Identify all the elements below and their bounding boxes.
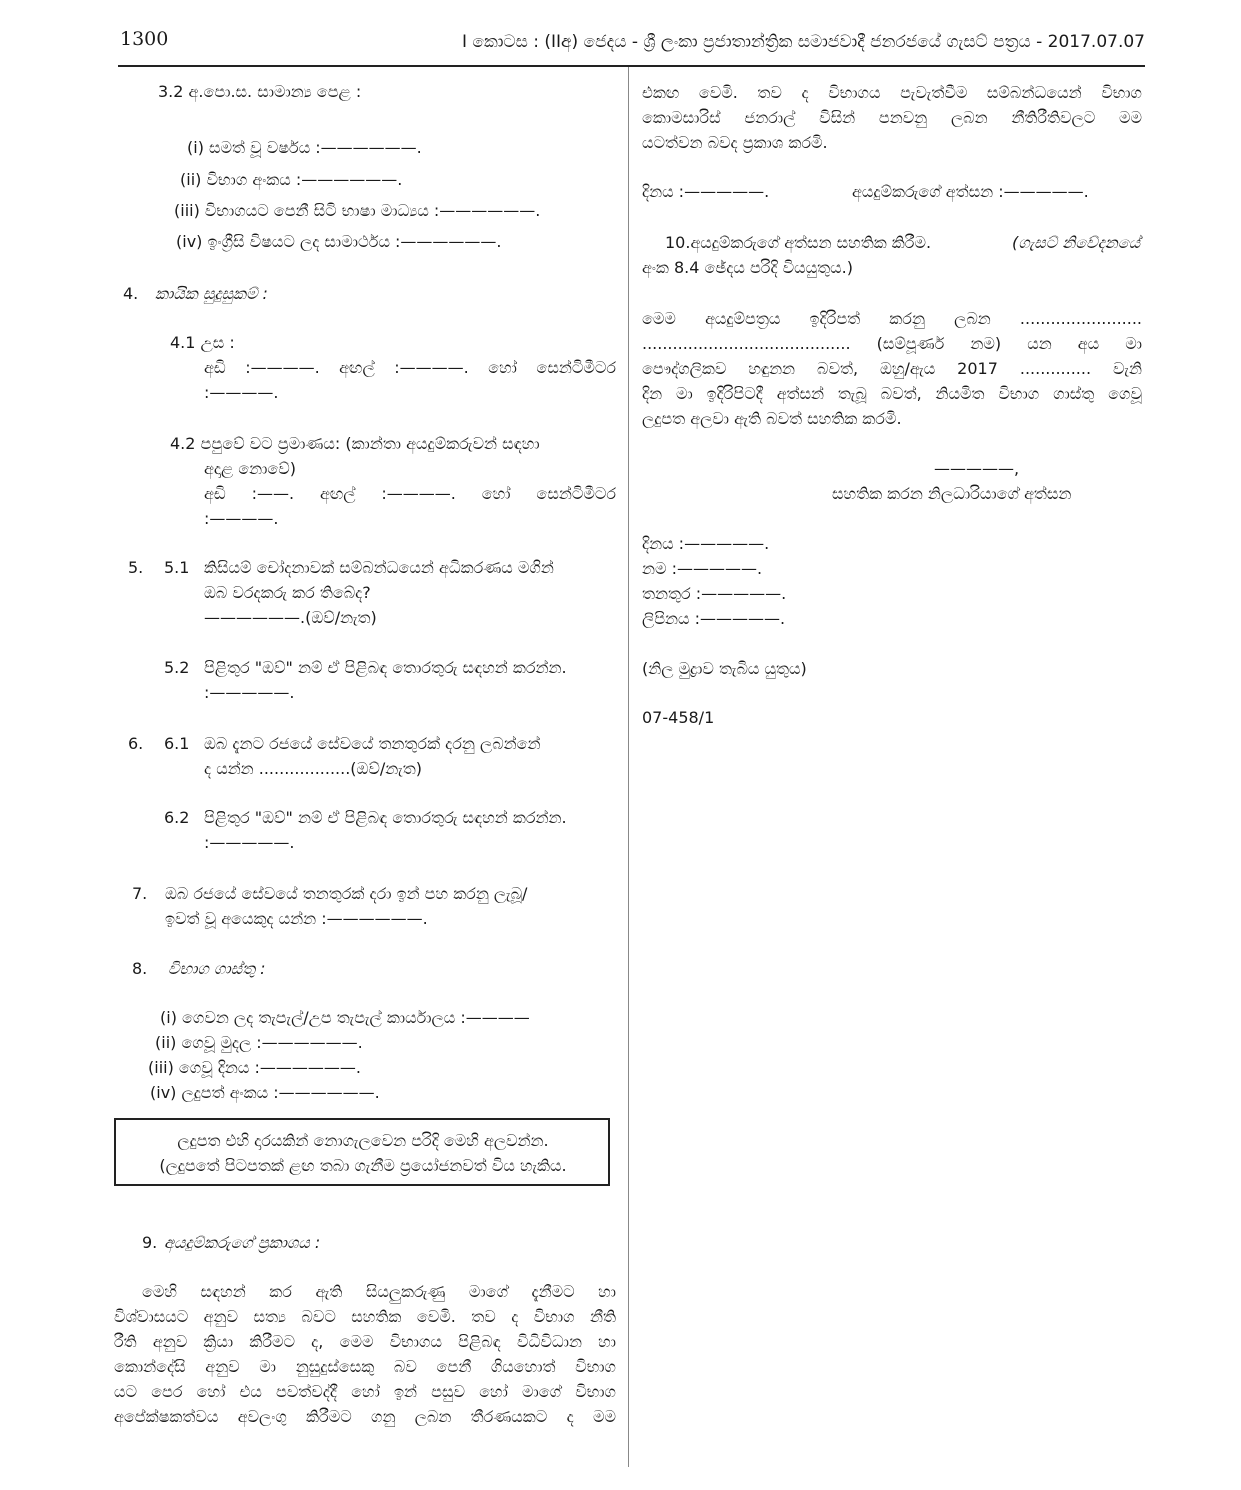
section-10-note-line2: අංක 8.4 ඡේදය පරිදි වියයුතුය.) bbox=[642, 258, 853, 277]
certifier-date-field: දිනය :—————. bbox=[642, 534, 770, 553]
item-6-2-number: 6.2 bbox=[164, 808, 190, 827]
item-6-2-line2: :—————. bbox=[204, 833, 295, 852]
certification-line-4: දින මා ඉදිරිපිටදී අත්සන් තැබූ බවත්, නියමිත විභාග ගාස්තු ගෙවූ bbox=[642, 384, 1142, 403]
item-6-1-line2: ද යන්න ..................(ඔව්/නැත) bbox=[204, 759, 422, 778]
certification-line-3: පෞද්ගලිකව හඳුනන බවත්, ඔහු/ඇය 2017 .............. වැනි bbox=[642, 359, 1142, 378]
item-6-1-number: 6.1 bbox=[164, 734, 190, 753]
item-4-1-line1: අඩි :————. අඟල් :————. හෝ සෙන්ටිමීටර bbox=[204, 358, 616, 377]
item-4-2-line3: :————. bbox=[204, 509, 279, 528]
section-10-heading: 10.අයදුම්කරුගේ අත්සන සහතික කිරීම. bbox=[665, 233, 932, 252]
item-4-2-line2: අඩි :——. අඟල් :————. හෝ සෙන්ටිමීටර bbox=[204, 484, 616, 503]
section-8-number: 8. bbox=[132, 959, 148, 978]
item-3-2-iii: (iii) විභාගයට පෙනී සිටි භාෂා මාධ්‍යය :——————. bbox=[174, 201, 541, 220]
certification-line-5: ලදුපත අලවා ඇති බවත් සහතික කරමි. bbox=[642, 409, 902, 428]
section-3-2-heading: 3.2 අ.පො.ස. සාමාන්‍ය පෙළ : bbox=[158, 82, 362, 101]
item-3-2-ii: (ii) විභාග අංකය :——————. bbox=[180, 170, 403, 189]
section-4-title: කායික සුදුසුකම් : bbox=[155, 284, 268, 303]
certifier-signature-line: —————, bbox=[934, 459, 1020, 478]
applicant-signature-field: අයදුම්කරුගේ අත්සන :—————. bbox=[852, 182, 1089, 201]
item-5-1-number: 5.1 bbox=[164, 558, 190, 577]
header-rule bbox=[118, 65, 1145, 67]
declaration-line-3: රීති අනුව ක්‍රියා කිරීමට ද, මෙම විභාගය පිළිබඳ විධිවිධාන හා bbox=[114, 1332, 616, 1351]
certifier-signature-label: සහතික කරන නිලධාරියාගේ අත්සන bbox=[832, 484, 1072, 503]
item-8-ii: (ii) ගෙවූ මුදල :——————. bbox=[155, 1033, 363, 1052]
certifier-name-field: නම :—————. bbox=[642, 559, 763, 578]
applicant-declaration-paragraph bbox=[114, 1279, 616, 1429]
item-7-line2: ඉවත් වූ අයෙකුද යන්න :——————. bbox=[165, 909, 428, 928]
item-8-i: (i) ගෙවන ලද තැපැල්/උප තැපැල් කාර්යාලය :———— bbox=[160, 1008, 530, 1027]
column-divider bbox=[628, 67, 629, 1467]
item-5-2-line2: :—————. bbox=[204, 683, 295, 702]
certifier-address-field: ලිපිනය :—————. bbox=[642, 609, 786, 628]
certifier-post-field: තනතුර :—————. bbox=[642, 584, 787, 603]
section-8-title: විභාග ගාස්තු : bbox=[168, 959, 266, 978]
continuation-line-3: යටත්වන බවද ප්‍රකාශ කරමි. bbox=[642, 133, 828, 152]
section-7-number: 7. bbox=[132, 884, 148, 903]
continuation-line-1: එකඟ වෙමි. තව ද විභාගය පැවැත්වීම සම්බන්ධයෙන් විභාග bbox=[642, 83, 1142, 102]
receipt-paste-box bbox=[114, 1118, 610, 1186]
item-5-2-number: 5.2 bbox=[164, 658, 190, 677]
item-8-iv: (iv) ලදුපත් අංකය :——————. bbox=[150, 1083, 380, 1102]
section-9-number: 9. bbox=[142, 1233, 158, 1252]
item-4-2-heading: 4.2 පපුවේ වට ප්‍රමාණය: (කාන්තා අයදුම්කරුවන් සඳහා bbox=[170, 434, 540, 453]
declaration-line-2: විශ්වාසයට අනුව සත්‍ය බවට සහතික වෙමි. තව ද විභාග නීති bbox=[114, 1307, 616, 1326]
item-3-2-i: (i) සමත් වූ වර්ෂය :——————. bbox=[187, 138, 422, 157]
declaration-line-6: අපේක්ෂකත්වය අවලංගු කිරීමට ගනු ලබන තීරණයකට ද මම bbox=[114, 1407, 616, 1426]
certification-line-1: මෙම අයදුම්පත්‍රය ඉදිරිපත් කරනු ලබන ........................ bbox=[642, 309, 1142, 328]
gazette-header-title: I කොටස : (IIඅ) ජෙදය - ශ්‍රී ලංකා ප්‍රජාතාන්ත්‍රික සමාජවාදී ජනරජයේ ගැසට් පත්‍රය - 2017.07.07 bbox=[462, 32, 1145, 52]
item-5-1-line3: ——————.(ඔව්/නැත) bbox=[204, 608, 377, 627]
declaration-line-4: කොන්දේසි අනුව මා නුසුදුස්සෙකු බව පෙනී ගියහොත් විභාග bbox=[114, 1357, 616, 1376]
item-8-iii: (iii) ගෙවූ දිනය :——————. bbox=[148, 1058, 361, 1077]
section-9-title: අයදුම්කරුගේ ප්‍රකාශය : bbox=[164, 1233, 321, 1252]
item-4-1-heading: 4.1 උස : bbox=[170, 333, 235, 352]
page-number: 1300 bbox=[120, 28, 169, 50]
section-10-note: (ගැසට් නිවේදනයේ bbox=[1012, 233, 1141, 252]
item-6-1-line1: ඔබ දැනට රජයේ සේවයේ තනතුරක් දරනු ලබන්නේ bbox=[204, 734, 541, 753]
item-5-2-line1: පිළිතුර "ඔව්" නම් ඒ පිළිබඳ තොරතුරු සඳහන් කරන්න. bbox=[204, 658, 567, 677]
certification-line-2: ......................................... (සම්පූර්ණ නම) යන අය මා bbox=[642, 334, 1142, 353]
declaration-line-1: මෙහි සඳහන් කර ඇති සියලුකරුණු මාගේ දැනීමට හා bbox=[142, 1282, 616, 1301]
official-seal-note: (නිල මුද්‍රාව තැබිය යුතුය) bbox=[642, 659, 807, 678]
item-5-1-line1: කිසියම් චෝදනාවක් සම්බන්ධයෙන් අධිකරණය මගින් bbox=[204, 558, 554, 577]
item-6-2-line1: පිළිතුර "ඔව්" නම් ඒ පිළිබඳ තොරතුරු සඳහන් කරන්න. bbox=[204, 808, 567, 827]
declaration-continuation bbox=[642, 80, 1142, 155]
section-4-number: 4. bbox=[123, 284, 139, 303]
receipt-box-line1: ලදුපත එහි දාරයකින් නොගැලවෙන පරිදි මෙහි අලවන්න. bbox=[177, 1131, 549, 1150]
item-5-1-line2: ඔබ වරදකරු කර තිබේද? bbox=[204, 583, 371, 602]
applicant-date-field: දිනය :—————. bbox=[642, 182, 770, 201]
declaration-line-5: යට පෙර හෝ එය පවත්වද්දී හෝ ඉන් පසුව හෝ මාගේ විභාග bbox=[114, 1382, 616, 1401]
page-header bbox=[0, 0, 1241, 70]
notice-reference-number: 07-458/1 bbox=[642, 708, 715, 727]
certification-paragraph bbox=[642, 306, 1142, 431]
item-3-2-iv: (iv) ඉංග්‍රීසි විෂයට ලද සාමාර්ථය :——————. bbox=[176, 232, 502, 251]
section-6-number: 6. bbox=[128, 734, 144, 753]
receipt-box-line2: (ලදුපතේ පිටපතක් ළඟ තබා ගැනීම ප්‍රයෝජනවත් විය හැකිය. bbox=[159, 1156, 567, 1175]
item-7-line1: ඔබ රජයේ සේවයේ තනතුරක් දරා ඉන් පහ කරනු ලැබූ/ bbox=[165, 884, 528, 903]
continuation-line-2: කොමසාරිස් ජනරාල් විසින් පනවනු ලබන නීතිරීතිවලට මම bbox=[642, 108, 1142, 127]
item-4-1-line2: :————. bbox=[204, 383, 279, 402]
item-4-2-line1: අදාළ නොවේ) bbox=[204, 459, 297, 478]
section-5-number: 5. bbox=[128, 558, 144, 577]
